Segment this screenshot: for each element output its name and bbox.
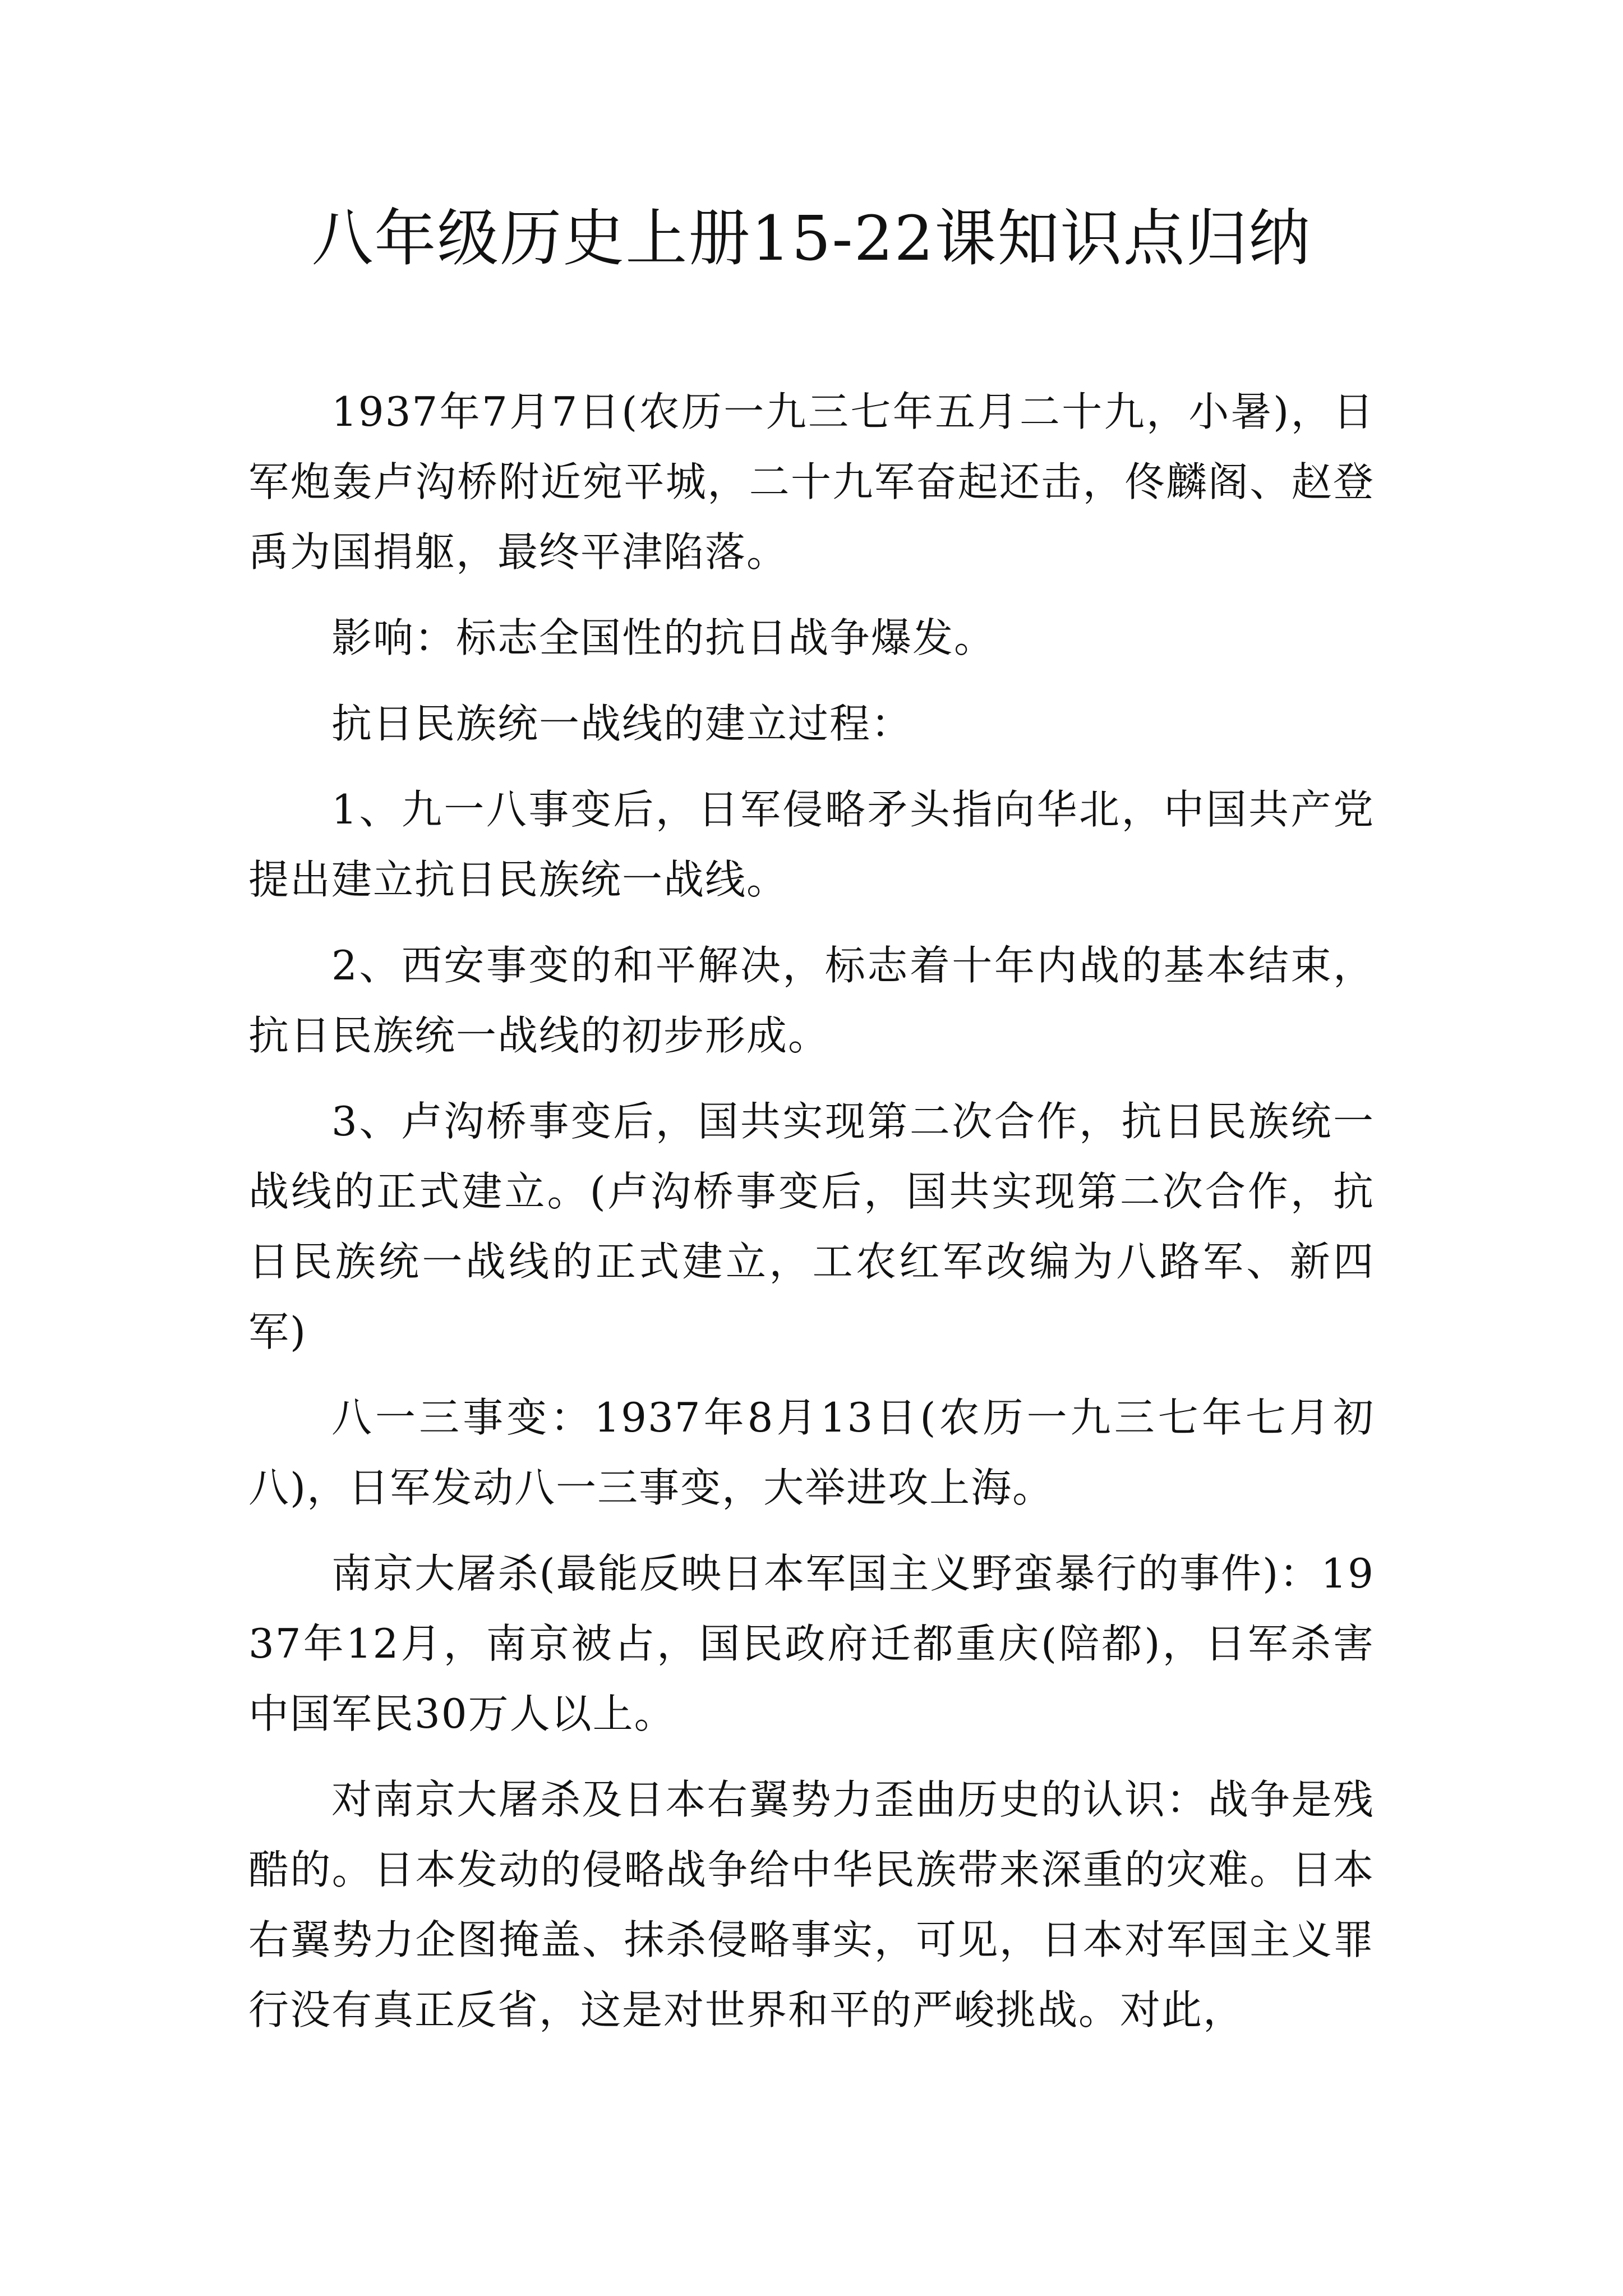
paragraph-nanjing-massacre: 南京大屠杀(最能反映日本军国主义野蛮暴行的事件)：1937年12月，南京被占，国民政府迁都重庆(陪都)，日军杀害中国军民30万人以上。 bbox=[248, 1550, 1375, 1737]
paragraph-united-front-step-2: 2、西安事变的和平解决，标志着十年内战的基本结束，抗日民族统一战线的初步形成。 bbox=[248, 942, 1375, 1059]
document-body bbox=[248, 377, 1375, 2061]
paragraph-historical-understanding: 对南京大屠杀及日本右翼势力歪曲历史的认识：战争是残酷的。日本发动的侵略战争给中华民族带来深重的灾难。日本右翼势力企图掩盖、抹杀侵略事实，可见，日本对军国主义罪行没有真正反省，这是对世界和平的严峻挑战。对此， bbox=[248, 1776, 1375, 2033]
paragraph-lugouqiao-incident: 1937年7月7日(农历一九三七年五月二十九，小暑)，日军炮轰卢沟桥附近宛平城，二十九军奋起还击，佟麟阁、赵登禹为国捐躯，最终平津陷落。 bbox=[248, 388, 1375, 576]
paragraph-united-front-step-1: 1、九一八事变后，日军侵略矛头指向华北，中国共产党提出建立抗日民族统一战线。 bbox=[248, 786, 1375, 903]
document-title: 八年级历史上册15-22课知识点归纳 bbox=[311, 203, 1312, 274]
paragraph-impact: 影响：标志全国性的抗日战争爆发。 bbox=[331, 614, 996, 661]
paragraph-united-front-step-3: 3、卢沟桥事变后，国共实现第二次合作，抗日民族统一战线的正式建立。(卢沟桥事变后，国共实现第二次合作，抗日民族统一战线的正式建立，工农红军改编为八路军、新四军) bbox=[248, 1098, 1375, 1355]
paragraph-august-13-incident: 八一三事变：1937年8月13日(农历一九三七年七月初八)，日军发动八一三事变，大举进攻上海。 bbox=[248, 1394, 1375, 1511]
paragraph-united-front-heading: 抗日民族统一战线的建立过程： bbox=[331, 700, 913, 747]
